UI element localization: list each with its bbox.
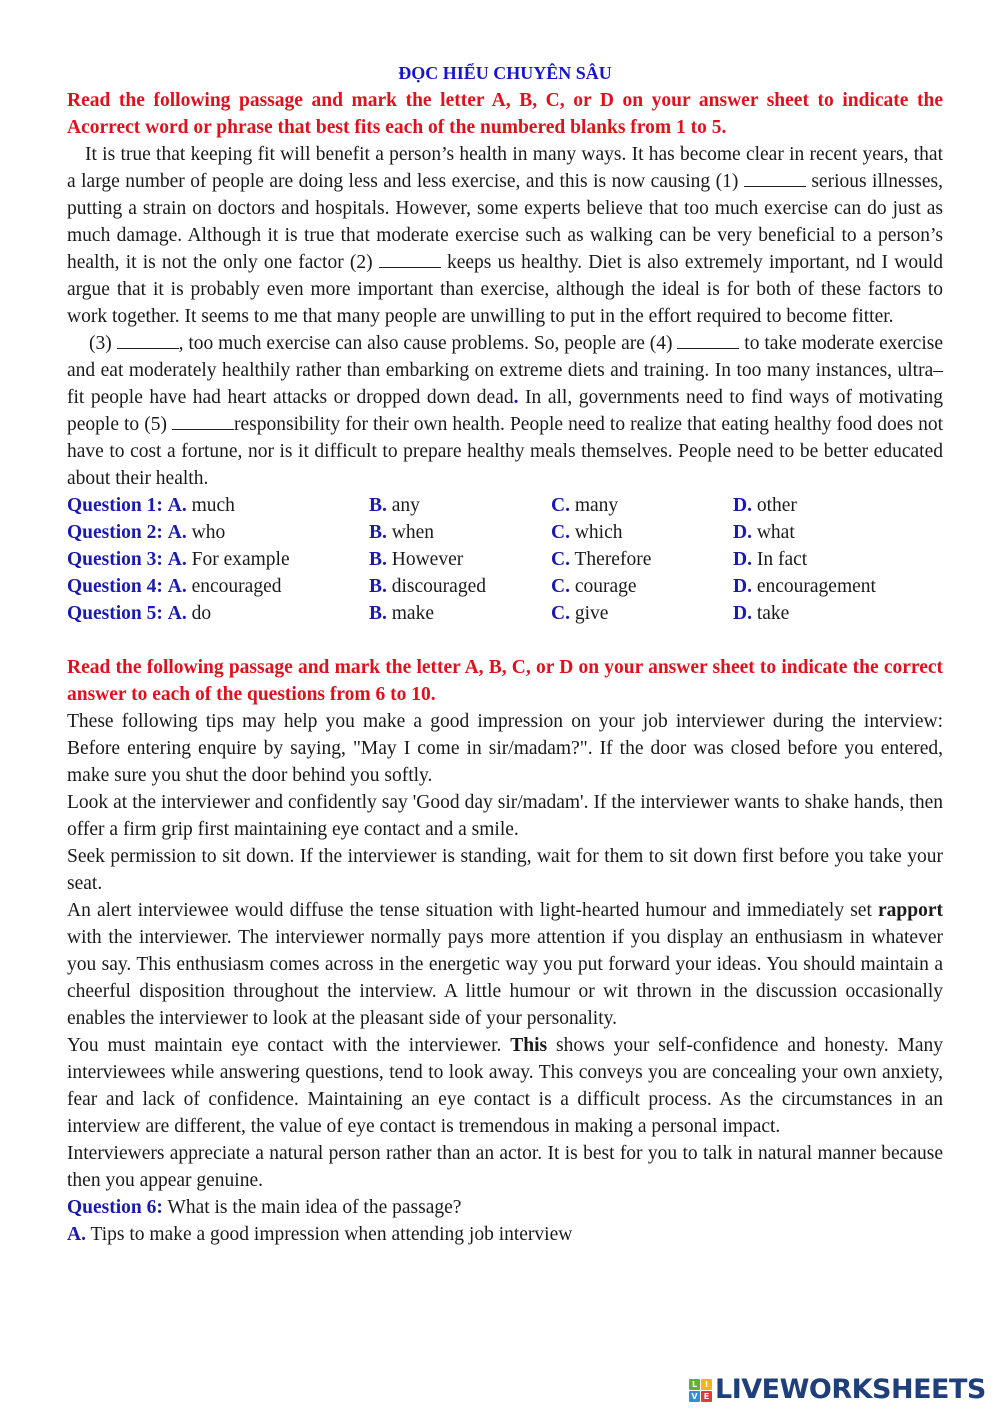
- option-c[interactable]: C. which: [551, 522, 623, 543]
- passage2-paragraph-3: Seek permission to sit down. If the interviewer is standing, wait for them to sit down first before you take your seat.: [67, 846, 943, 894]
- passage2-paragraph-4: An alert interviewee would diffuse the tense situation with light-hearted humour and immediately set rapport with the interviewer. The interviewer normally pays more attention if you display an enthusiasm in whatever you say. This enthusiasm comes across in the energetic way you put forward your ideas. You should maintain a cheerful disposition throughout the interview. A little humour or wit thrown in the discussion occasionally enables the interviewer to look at the pleasant side of your personality.: [67, 900, 943, 1029]
- logo-tile-e: E: [701, 1391, 712, 1402]
- option-b[interactable]: B. However: [369, 549, 464, 570]
- question-6-option-a[interactable]: A. Tips to make a good impression when attending job interview: [67, 1224, 573, 1245]
- section1-instruction: Read the following passage and mark the letter A, B, C, or D on your answer sheet to indicate the Acorrect word or phrase that best fits each of the numbered blanks from 1 to 5.: [67, 90, 943, 138]
- question-6-text: What is the main idea of the passage?: [162, 1197, 462, 1218]
- highlighted-word-this: This: [510, 1035, 548, 1056]
- question-row: [67, 492, 943, 519]
- logo-tile-l: L: [689, 1379, 700, 1390]
- page-title: ĐỌC HIỂU CHUYÊN SÂU: [398, 63, 612, 83]
- highlighted-word-rapport: rapport: [878, 900, 943, 921]
- option-b[interactable]: B. make: [369, 603, 434, 624]
- blank-4[interactable]: [677, 332, 739, 349]
- logo-tile-v: V: [689, 1391, 700, 1402]
- passage2-paragraph-1: These following tips may help you make a good impression on your job interviewer during the interview: Before entering enquire by saying, "May I come in sir/madam?". If the door was closed before you entered, make sure you shut the door behind you softly.: [67, 711, 943, 786]
- worksheet-page: [67, 60, 943, 1248]
- option-b[interactable]: B. any: [369, 495, 420, 516]
- question-row: [67, 600, 943, 627]
- question-row: [67, 546, 943, 573]
- questions-1-5: [67, 492, 943, 627]
- option-a[interactable]: Question 3: A. For example: [67, 549, 290, 570]
- passage2-paragraph-5: You must maintain eye contact with the interviewer. This shows your self-confidence and honesty. Many interviewees while answering questions, tend to look away. This conveys you are concealing your own anxiety, fear and lack of confidence. Maintaining an eye contact is a difficult process. As the circumstances in an interview are different, the value of eye contact is tremendous in making a personal impact.: [67, 1035, 943, 1137]
- option-d[interactable]: D. take: [733, 603, 790, 624]
- option-a[interactable]: Question 1: A. much: [67, 495, 235, 516]
- blank-1[interactable]: [744, 170, 806, 187]
- passage1-paragraph-1: It is true that keeping fit will benefit a person’s health in many ways. It has become clear in recent years, that a large number of people are doing less and less exercise, and this is now causing (1) serious illnesses, putting a strain on doctors and hospitals. However, some experts believe that too much exercise can do just as much damage. Although it is true that moderate exercise such as walking can be very beneficial to a person’s health, it is not the only one factor (2) keeps us healthy. Diet is also extremely important, nd I would argue that it is probably even more important than exercise, although the ideal is for both of these factors to work together. It seems to me that many people are unwilling to put in the effort required to become fitter.: [67, 144, 944, 327]
- option-c[interactable]: C. many: [551, 495, 619, 516]
- section2-instruction: Read the following passage and mark the letter A, B, C, or D on your answer sheet to indicate the correct answer to each of the questions from 6 to 10.: [67, 657, 943, 705]
- section-spacer: [67, 627, 943, 654]
- option-a[interactable]: Question 2: A. who: [67, 522, 226, 543]
- option-c[interactable]: C. Therefore: [551, 549, 652, 570]
- option-d[interactable]: D. what: [733, 522, 795, 543]
- question-6: [67, 1194, 943, 1221]
- passage1-paragraph-2: (3) , too much exercise can also cause problems. So, people are (4) to take moderate exercise and eat moderately healthily rather than embarking on extreme diets and training. In too many instances, ultra–fit people have had heart attacks or dropped down dead. In all, governments need to find ways of motivating people to (5) responsibility for their own health. People need to realize that eating healthy food does not have to cost a fortune, nor is it difficult to prepare healthy meals themselves. People need to be better educated about their health.: [67, 333, 943, 489]
- option-a[interactable]: Question 4: A. encouraged: [67, 576, 282, 597]
- logo-tiles-icon: [689, 1379, 712, 1402]
- option-b[interactable]: B. when: [369, 522, 435, 543]
- question-6-label: Question 6:: [67, 1197, 163, 1218]
- option-c[interactable]: C. courage: [551, 576, 637, 597]
- question-row: [67, 573, 943, 600]
- option-d[interactable]: D. other: [733, 495, 797, 516]
- blank-5[interactable]: [172, 413, 234, 430]
- blank-3[interactable]: [117, 332, 179, 349]
- logo-text: LIVEWORKSHEETS: [715, 1374, 986, 1405]
- option-d[interactable]: D. In fact: [733, 549, 808, 570]
- question-row: [67, 519, 943, 546]
- option-d[interactable]: D. encouragement: [733, 576, 876, 597]
- passage2-paragraph-2: Look at the interviewer and confidently say 'Good day sir/madam'. If the interviewer wants to shake hands, then offer a firm grip first maintaining eye contact and a smile.: [67, 792, 943, 840]
- option-b[interactable]: B. discouraged: [369, 576, 486, 597]
- liveworksheets-logo: [689, 1375, 986, 1405]
- option-c[interactable]: C. give: [551, 603, 609, 624]
- blank-2[interactable]: [379, 251, 441, 268]
- passage2-paragraph-6: Interviewers appreciate a natural person rather than an actor. It is best for you to talk in natural manner because then you appear genuine.: [67, 1143, 943, 1191]
- logo-tile-i: I: [701, 1379, 712, 1390]
- option-a[interactable]: Question 5: A. do: [67, 603, 212, 624]
